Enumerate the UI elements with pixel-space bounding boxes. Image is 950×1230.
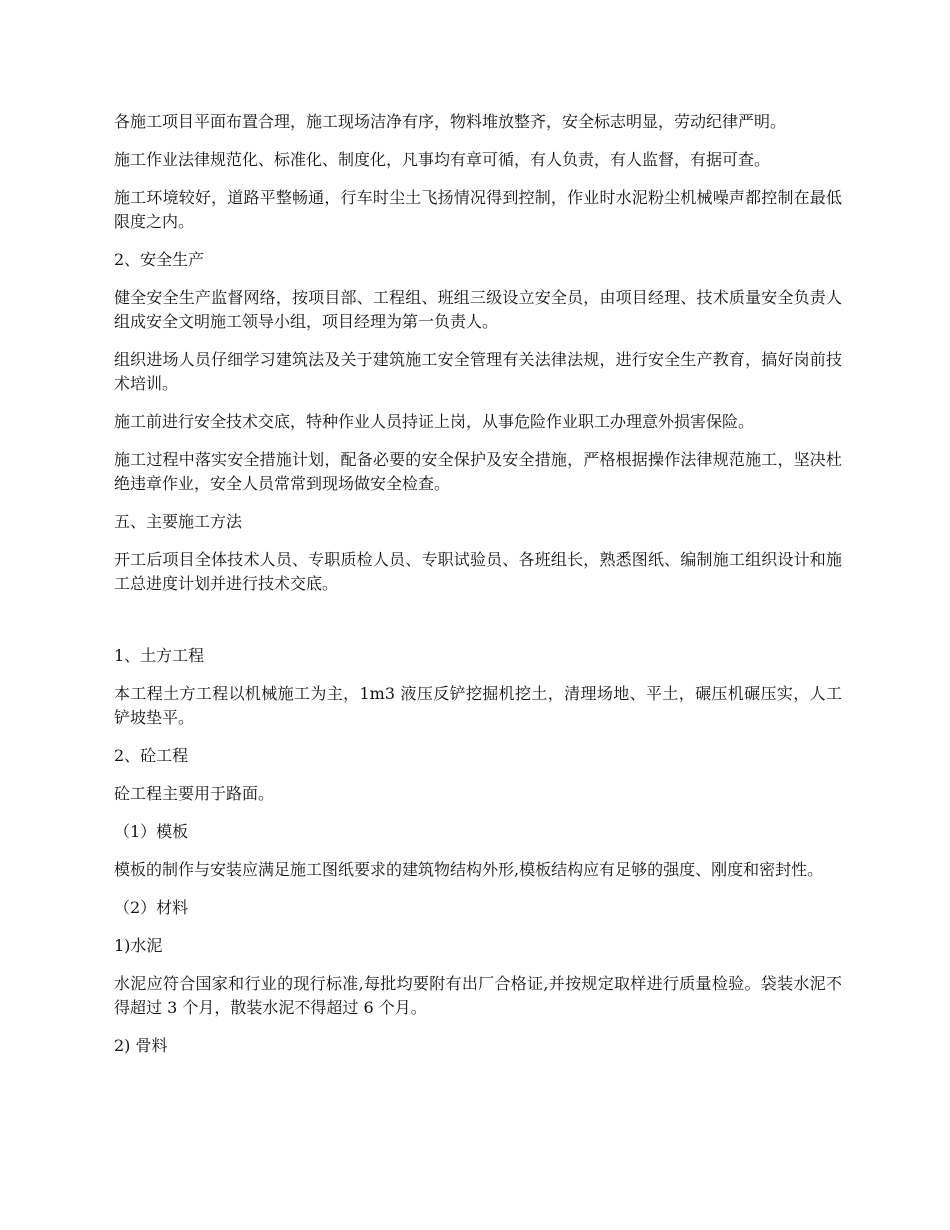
heading-formwork: （1）模板 — [114, 822, 189, 841]
paragraph-concrete-work: 砼工程主要用于路面。 — [114, 784, 275, 803]
heading-safety-production: 2、安全生产 — [114, 250, 205, 269]
paragraph-environment: 施工环境较好，道路平整畅通，行车时尘土飞扬情况得到控制，作业时水泥粉尘机械噪声都控制在最低限度之内。 — [114, 188, 842, 231]
paragraph-earthwork: 本工程土方工程以机械施工为主，1m3 液压反铲挖掘机挖土，清理场地、平土，碾压机碾压实，人工铲坡垫平。 — [114, 684, 842, 727]
paragraph-formwork: 模板的制作与安装应满足施工图纸要求的建筑物结构外形,模板结构应有足够的强度、刚度和密封性。 — [114, 860, 824, 879]
paragraph-site-layout: 各施工项目平面布置合理，施工现场洁净有序，物料堆放整齐，安全标志明显，劳动纪律严明。 — [114, 112, 787, 131]
document-page — [114, 110, 842, 1072]
heading-earthwork: 1、土方工程 — [114, 646, 205, 665]
heading-cement: 1)水泥 — [114, 936, 163, 955]
heading-concrete-work: 2、砼工程 — [114, 746, 189, 765]
paragraph-cement: 水泥应符合国家和行业的现行标准,每批均要附有出厂合格证,并按规定取样进行质量检验。袋装水泥不得超过 3 个月，散装水泥不得超过 6 个月。 — [114, 974, 842, 1017]
blank-spacer — [114, 610, 842, 644]
heading-main-methods: 五、主要施工方法 — [114, 512, 243, 531]
paragraph-technical-briefing: 开工后项目全体技术人员、专职质检人员、专职试验员、各班组长，熟悉图纸、编制施工组织设计和施工总进度计划并进行技术交底。 — [114, 550, 842, 593]
paragraph-standardization: 施工作业法律规范化、标准化、制度化，凡事均有章可循，有人负责，有人监督，有据可查。 — [114, 150, 771, 169]
heading-aggregate: 2) 骨料 — [114, 1036, 168, 1055]
paragraph-safety-network: 健全安全生产监督网络，按项目部、工程组、班组三级设立安全员，由项目经理、技术质量安全负责人组成安全文明施工领导小组，项目经理为第一负责人。 — [114, 288, 842, 331]
paragraph-safety-briefing: 施工前进行安全技术交底，特种作业人员持证上岗，从事危险作业职工办理意外损害保险。 — [114, 412, 755, 431]
heading-materials: （2）材料 — [114, 898, 189, 917]
paragraph-safety-measures: 施工过程中落实安全措施计划，配备必要的安全保护及安全措施，严格根据操作法律规范施工，坚决杜绝违章作业，安全人员常常到现场做安全检查。 — [114, 450, 842, 493]
paragraph-safety-training: 组织进场人员仔细学习建筑法及关于建筑施工安全管理有关法律法规，进行安全生产教育，搞好岗前技术培训。 — [114, 350, 842, 393]
